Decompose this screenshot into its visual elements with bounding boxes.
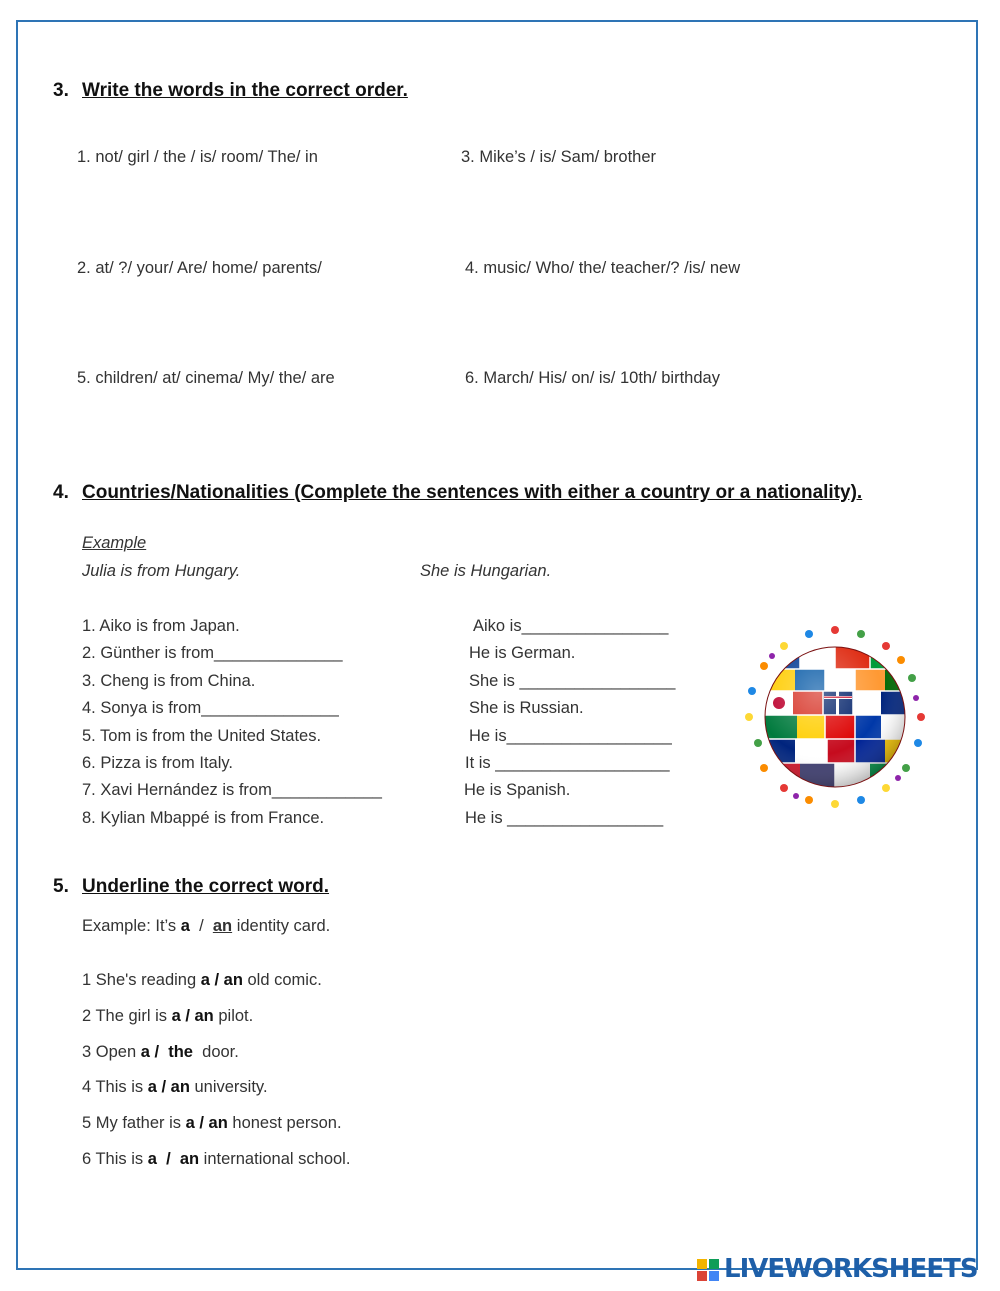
nationality-sentence-2: He is German. bbox=[469, 644, 576, 662]
article-item-1: 1 She's reading a / an old comic. bbox=[82, 971, 322, 989]
nationality-sentence-4: She is Russian. bbox=[469, 699, 584, 717]
nationality-sentence-5: He is__________________ bbox=[469, 727, 672, 745]
section-3-item-6: 6. March/ His/ on/ is/ 10th/ birthday bbox=[465, 369, 720, 387]
country-sentence-5: 5. Tom is from the United States. bbox=[82, 727, 322, 745]
country-sentence-7: 7. Xavi Hernández is from____________ bbox=[82, 781, 382, 799]
section-3-item-3: 3. Mike’s / is/ Sam/ brother bbox=[461, 148, 657, 166]
article-choice[interactable]: a / an bbox=[200, 971, 243, 989]
section-3-item-5: 5. children/ at/ cinema/ My/ the/ are bbox=[77, 369, 335, 387]
country-sentence-3: 3. Cheng is from China. bbox=[82, 672, 256, 690]
article-choice[interactable]: a / the bbox=[140, 1043, 193, 1061]
article-choice[interactable]: a / an bbox=[147, 1150, 200, 1168]
section-3-item-1: 1. not/ girl / the / is/ room/ The/ in bbox=[77, 148, 318, 166]
liveworksheets-brand bbox=[696, 1252, 978, 1286]
article-choice[interactable]: a / an bbox=[171, 1007, 214, 1025]
article-item-3: 3 Open a / the door. bbox=[82, 1043, 239, 1061]
article-item-5: 5 My father is a / an honest person. bbox=[82, 1114, 342, 1132]
article-choice[interactable]: a / an bbox=[185, 1114, 228, 1132]
section-3-item-2: 2. at/ ?/ your/ Are/ home/ parents/ bbox=[77, 259, 322, 277]
article-choice[interactable]: a / an bbox=[147, 1078, 190, 1096]
article-item-6: 6 This is a / an international school. bbox=[82, 1150, 351, 1168]
section-3-heading: 3. Write the words in the correct order. bbox=[53, 80, 408, 101]
section-3-item-4: 4. music/ Who/ the/ teacher/? /is/ new bbox=[465, 259, 741, 277]
nationality-sentence-6: It is ___________________ bbox=[465, 754, 670, 772]
article-item-2: 2 The girl is a / an pilot. bbox=[82, 1007, 254, 1025]
example-right: She is Hungarian. bbox=[420, 562, 552, 580]
section-4-heading: 4. Countries/Nationalities (Complete the sentences with either a country or a nationality). bbox=[53, 482, 863, 503]
section-5-example: Example: It’s a / an identity card. bbox=[82, 917, 331, 935]
country-sentence-4: 4. Sonya is from_______________ bbox=[82, 699, 339, 717]
nationality-sentence-8: He is _________________ bbox=[465, 809, 664, 827]
globe-flags-icon bbox=[736, 618, 934, 816]
nationality-sentence-1: Aiko is________________ bbox=[473, 617, 669, 635]
brand-name: LIVEWORKSHEETS bbox=[724, 1254, 978, 1284]
article-item-4: 4 This is a / an university. bbox=[82, 1078, 268, 1096]
example-left: Julia is from Hungary. bbox=[82, 562, 241, 580]
nationality-sentence-3: She is _________________ bbox=[469, 672, 676, 690]
country-sentence-1: 1. Aiko is from Japan. bbox=[82, 617, 240, 635]
example-label: Example bbox=[82, 534, 147, 552]
nationality-sentence-7: He is Spanish. bbox=[464, 781, 571, 799]
country-sentence-8: 8. Kylian Mbappé is from France. bbox=[82, 809, 325, 827]
section-5-heading: 5. Underline the correct word. bbox=[53, 876, 330, 897]
liveworksheets-logo-icon bbox=[696, 1256, 722, 1282]
country-sentence-2: 2. Günther is from______________ bbox=[82, 644, 343, 662]
country-sentence-6: 6. Pizza is from Italy. bbox=[82, 754, 233, 772]
